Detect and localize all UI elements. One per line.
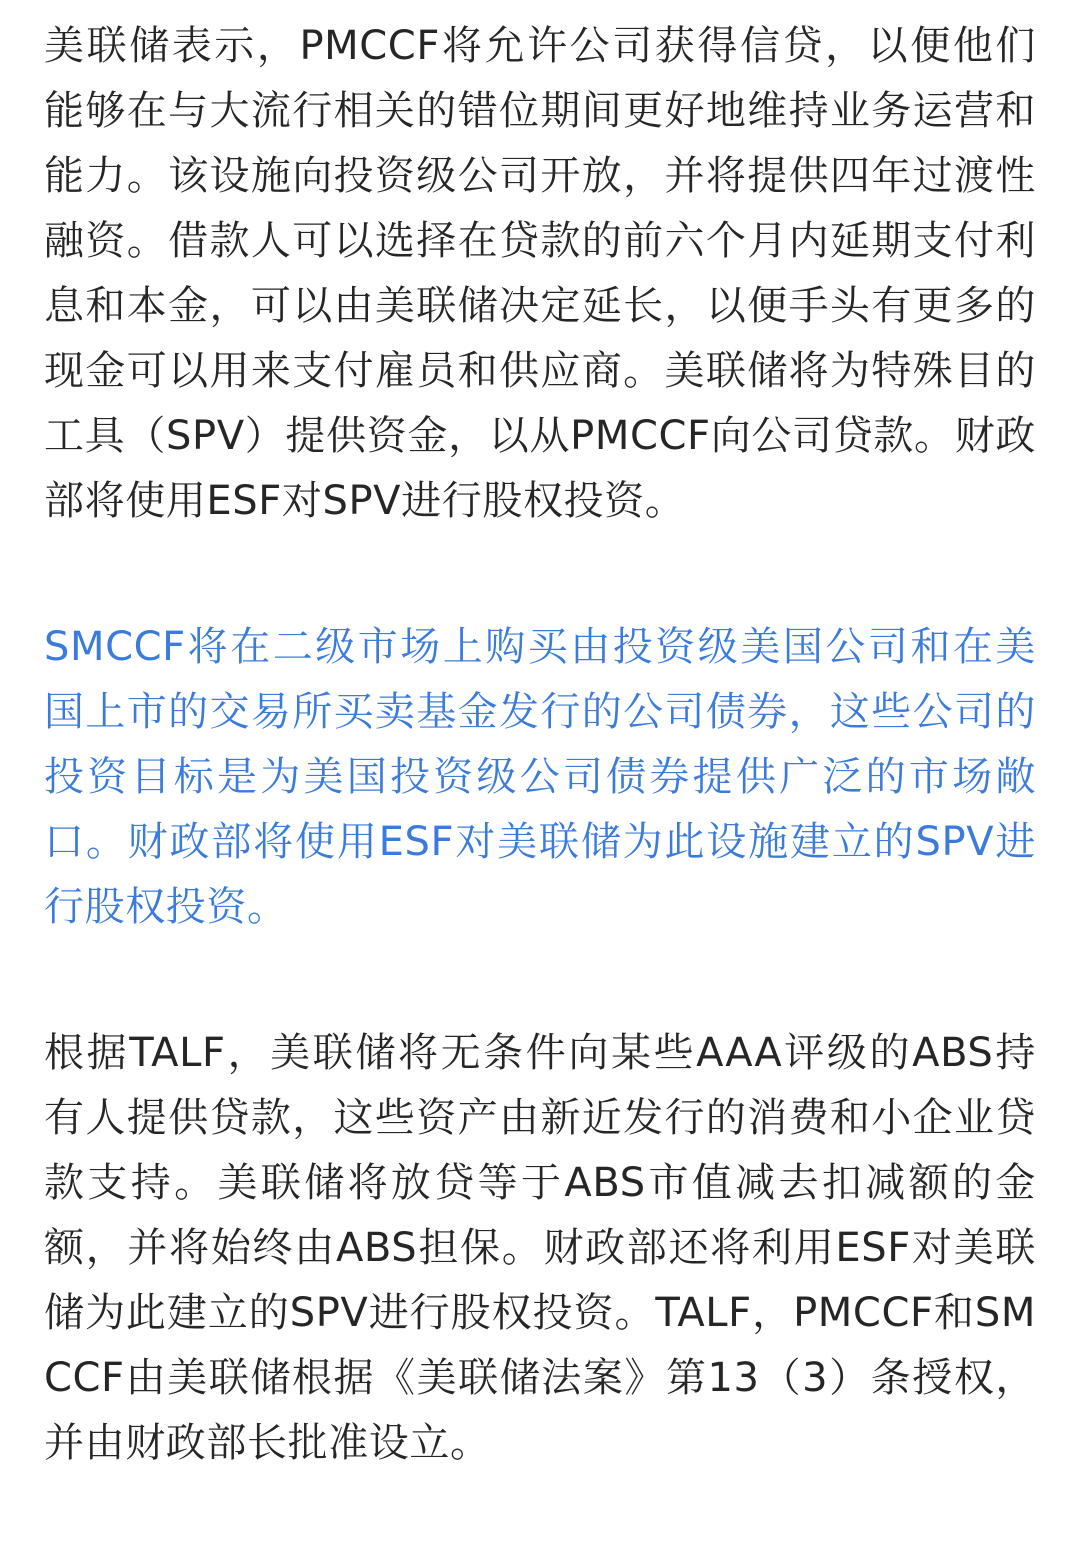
paragraph-pmccf: 美联储表示，PMCCF将允许公司获得信贷，以便他们能够在与大流行相关的错位期间更好地维持业务运营和能力。该设施向投资级公司开放，并将提供四年过渡性融资。借款人可以选择在贷款的前六个月内延期支付利息和本金，可以由美联储决定延长，以便手头有更多的现金可以用来支付雇员和供应商。美联储将为特殊目的工具（SPV）提供资金，以从PMCCF向公司贷款。财政部将使用ESF对SPV进行股权投资。: [44, 23, 1036, 524]
paragraph-talf: 根据TALF，美联储将无条件向某些AAA评级的ABS持有人提供贷款，这些资产由新近发行的消费和小企业贷款支持。美联储将放贷等于ABS市值减去扣减额的金额，并将始终由ABS担保。财政部还将利用ESF对美联储为此建立的SPV进行股权投资。TALF，PMCCF和SMCCF由美联储根据《美联储法案》第13（3）条授权，并由财政部长批准设立。: [44, 1030, 1036, 1466]
paragraph-smccf-link[interactable]: SMCCF将在二级市场上购买由投资级美国公司和在美国上市的交易所买卖基金发行的公司债券，这些公司的投资目标是为美国投资级公司债券提供广泛的市场敞口。财政部将使用ESF对美联储为此设施建立的SPV进行股权投资。: [44, 624, 1036, 930]
